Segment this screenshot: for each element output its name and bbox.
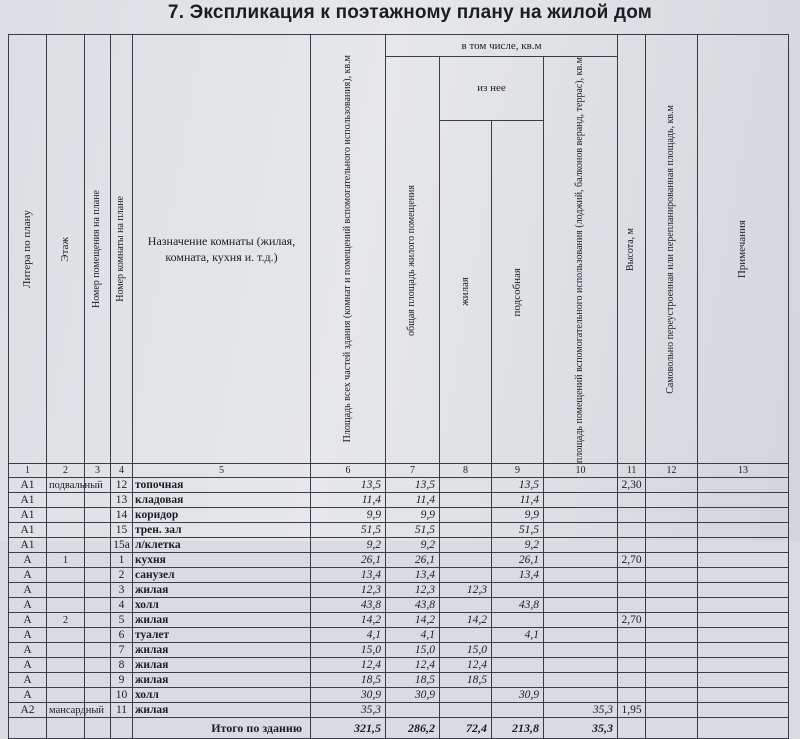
area-all-cell: 13,4 [311,568,386,583]
total-row [9,718,789,739]
explication-table [8,34,789,739]
header-group-including: в том числе, кв.м [386,35,618,57]
premise-cell [85,613,111,628]
room-number-cell: 1 [111,553,133,568]
area-living-premises-cell: 51,5 [386,523,440,538]
table-row [9,703,789,718]
header-cell-12: Самовольно переустроенная или перепланированная площадь, кв.м [646,35,698,464]
header-cell-13: Примечания [698,35,789,464]
notes-cell [698,598,789,613]
room-purpose-cell: коридор [133,508,311,523]
area-living-premises-cell: 12,3 [386,583,440,598]
notes-cell [698,703,789,718]
area-living-premises-cell: 9,2 [386,538,440,553]
area-living-cell [440,688,492,703]
room-number-cell: 6 [111,628,133,643]
unauthorized-area-cell [646,613,698,628]
area-living-premises-cell: 9,9 [386,508,440,523]
floor-cell [47,508,85,523]
room-number-cell: 12 [111,478,133,493]
area-all-cell: 26,1 [311,553,386,568]
unauthorized-area-cell [646,628,698,643]
table-row [9,553,789,568]
height-cell [618,628,646,643]
header-cell-7: общая площадь жилого помещения [386,57,440,464]
area-balconies-cell [544,613,618,628]
room-number-cell: 10 [111,688,133,703]
area-auxiliary-cell: 13,4 [492,568,544,583]
height-cell [618,658,646,673]
floor-cell [47,583,85,598]
area-living-premises-cell: 12,4 [386,658,440,673]
notes-cell [698,583,789,598]
area-auxiliary-cell: 51,5 [492,523,544,538]
room-purpose-cell: кладовая [133,493,311,508]
unauthorized-area-cell [646,703,698,718]
room-number-cell: 5 [111,613,133,628]
notes-cell [698,688,789,703]
height-cell: 2,30 [618,478,646,493]
area-all-cell: 14,2 [311,613,386,628]
room-purpose-cell: холл [133,688,311,703]
area-living-premises-cell: 14,2 [386,613,440,628]
room-purpose-cell: жилая [133,613,311,628]
unauthorized-area-cell [646,523,698,538]
area-living-premises-cell: 18,5 [386,673,440,688]
room-number-cell: 15а [111,538,133,553]
height-cell [618,568,646,583]
floor-cell [47,538,85,553]
area-living-cell [440,478,492,493]
litera-cell: А1 [9,493,47,508]
area-auxiliary-cell: 9,2 [492,538,544,553]
area-auxiliary-cell [492,673,544,688]
table-row [9,508,789,523]
litera-cell: А1 [9,478,47,493]
area-living-cell: 14,2 [440,613,492,628]
room-purpose-cell: жилая [133,658,311,673]
room-number-cell: 3 [111,583,133,598]
unauthorized-area-cell [646,598,698,613]
premise-cell [85,553,111,568]
page-title: 7. Экспликация к поэтажному плану на жилой дом [167,2,653,23]
area-all-cell: 43,8 [311,598,386,613]
table-row [9,643,789,658]
premise-cell [85,538,111,553]
floor-cell: мансардный [47,703,85,718]
litera-cell: А [9,613,47,628]
unauthorized-area-cell [646,478,698,493]
area-living-premises-cell: 13,4 [386,568,440,583]
area-auxiliary-cell [492,583,544,598]
notes-cell [698,553,789,568]
floor-cell [47,643,85,658]
premise-cell [85,643,111,658]
total-area-living-premises: 286,2 [386,718,440,739]
area-all-cell: 12,3 [311,583,386,598]
premise-cell [85,568,111,583]
header-cell-5: Назначение комнаты (жилая, комната, кухня и. т.д.) [133,35,311,464]
unauthorized-area-cell [646,493,698,508]
room-number-cell: 11 [111,703,133,718]
area-auxiliary-cell: 43,8 [492,598,544,613]
premise-cell [85,673,111,688]
area-balconies-cell [544,688,618,703]
area-living-premises-cell [386,703,440,718]
notes-cell [698,613,789,628]
notes-cell [698,568,789,583]
area-all-cell: 9,2 [311,538,386,553]
area-living-cell [440,703,492,718]
table-row [9,673,789,688]
notes-cell [698,523,789,538]
area-living-cell [440,568,492,583]
area-balconies-cell [544,523,618,538]
litera-cell: А [9,583,47,598]
room-number-cell: 7 [111,643,133,658]
area-balconies-cell [544,538,618,553]
header-cell-6: Площадь всех частей здания (комнат и помещений вспомогательного использования), кв.м [311,35,386,464]
table-row [9,523,789,538]
area-balconies-cell [544,478,618,493]
height-cell [618,688,646,703]
height-cell [618,493,646,508]
area-auxiliary-cell: 13,5 [492,478,544,493]
unauthorized-area-cell [646,508,698,523]
room-number-cell: 4 [111,598,133,613]
table-row [9,568,789,583]
litera-cell: А [9,658,47,673]
height-cell: 2,70 [618,613,646,628]
premise-cell [85,628,111,643]
height-cell: 1,95 [618,703,646,718]
area-balconies-cell [544,553,618,568]
room-purpose-cell: трен. зал [133,523,311,538]
unauthorized-area-cell [646,658,698,673]
area-living-cell [440,508,492,523]
floor-cell [47,523,85,538]
area-all-cell: 51,5 [311,523,386,538]
premise-cell [85,688,111,703]
floor-cell [47,493,85,508]
header-cell-9: подсобная [492,120,544,464]
room-number-cell: 2 [111,568,133,583]
area-all-cell: 30,9 [311,688,386,703]
header-cell-10: площадь помещений вспомогательного использования (лоджий, балконов веранд, террас), кв.м [544,57,618,464]
area-auxiliary-cell [492,703,544,718]
notes-cell [698,493,789,508]
area-balconies-cell [544,568,618,583]
height-cell [618,598,646,613]
floor-cell [47,688,85,703]
area-living-premises-cell: 26,1 [386,553,440,568]
header-cell-4: Номер комнаты на плане [111,35,133,464]
area-all-cell: 4,1 [311,628,386,643]
room-purpose-cell: топочная [133,478,311,493]
header-cell-11: Высота, м [618,35,646,464]
room-number-cell: 13 [111,493,133,508]
table-row [9,583,789,598]
height-cell [618,523,646,538]
room-purpose-cell: кухня [133,553,311,568]
floor-cell [47,598,85,613]
floor-cell [47,628,85,643]
area-auxiliary-cell: 26,1 [492,553,544,568]
unauthorized-area-cell [646,673,698,688]
area-balconies-cell [544,583,618,598]
area-living-cell [440,598,492,613]
area-living-premises-cell: 43,8 [386,598,440,613]
litera-cell: А [9,628,47,643]
area-living-premises-cell: 30,9 [386,688,440,703]
unauthorized-area-cell [646,583,698,598]
notes-cell [698,478,789,493]
area-auxiliary-cell: 4,1 [492,628,544,643]
room-purpose-cell: санузел [133,568,311,583]
floor-cell [47,658,85,673]
height-cell [618,643,646,658]
total-area-auxiliary: 213,8 [492,718,544,739]
header-cell-2: Этаж [47,35,85,464]
area-balconies-cell [544,493,618,508]
table-row [9,613,789,628]
floor-cell: подвальный [47,478,85,493]
room-purpose-cell: л/клетка [133,538,311,553]
area-living-premises-cell: 4,1 [386,628,440,643]
premise-cell [85,598,111,613]
room-purpose-cell: жилая [133,643,311,658]
room-number-cell: 15 [111,523,133,538]
notes-cell [698,658,789,673]
notes-cell [698,643,789,658]
area-balconies-cell [544,643,618,658]
area-balconies-cell: 35,3 [544,703,618,718]
area-living-premises-cell: 13,5 [386,478,440,493]
area-balconies-cell [544,658,618,673]
litera-cell: А1 [9,523,47,538]
area-balconies-cell [544,508,618,523]
area-all-cell: 9,9 [311,508,386,523]
header-group-of-it: из нее [440,57,544,121]
room-purpose-cell: холл [133,598,311,613]
header-cell-1: Литера по плану [9,35,47,464]
total-label: Итого по зданию [133,718,311,739]
floor-cell: 1 [47,553,85,568]
floor-cell: 2 [47,613,85,628]
room-purpose-cell: жилая [133,703,311,718]
area-auxiliary-cell: 11,4 [492,493,544,508]
area-balconies-cell [544,598,618,613]
area-auxiliary-cell [492,643,544,658]
area-all-cell: 35,3 [311,703,386,718]
total-area-all: 321,5 [311,718,386,739]
unauthorized-area-cell [646,688,698,703]
total-area-living: 72,4 [440,718,492,739]
unauthorized-area-cell [646,643,698,658]
table-row [9,688,789,703]
notes-cell [698,673,789,688]
premise-cell [85,508,111,523]
litera-cell: А [9,643,47,658]
litera-cell: А1 [9,508,47,523]
notes-cell [698,628,789,643]
premise-cell [85,583,111,598]
table-row [9,628,789,643]
area-living-cell [440,628,492,643]
total-area-balconies: 35,3 [544,718,618,739]
area-auxiliary-cell [492,658,544,673]
room-purpose-cell: туалет [133,628,311,643]
area-auxiliary-cell [492,613,544,628]
premise-cell [85,523,111,538]
area-all-cell: 11,4 [311,493,386,508]
area-all-cell: 12,4 [311,658,386,673]
litera-cell: А [9,598,47,613]
room-number-cell: 8 [111,658,133,673]
unauthorized-area-cell [646,553,698,568]
floor-cell [47,568,85,583]
area-living-cell: 15,0 [440,643,492,658]
table-row [9,478,789,493]
litera-cell: А [9,688,47,703]
litera-cell: А [9,553,47,568]
height-cell [618,538,646,553]
area-living-cell: 12,4 [440,658,492,673]
header-cell-8: жилая [440,120,492,464]
notes-cell [698,508,789,523]
area-living-cell [440,523,492,538]
unauthorized-area-cell [646,538,698,553]
table-row [9,493,789,508]
litera-cell: А [9,673,47,688]
area-living-cell [440,538,492,553]
area-living-cell: 18,5 [440,673,492,688]
area-living-cell: 12,3 [440,583,492,598]
area-living-premises-cell: 15,0 [386,643,440,658]
litera-cell: А2 [9,703,47,718]
height-cell [618,673,646,688]
room-number-cell: 14 [111,508,133,523]
premise-cell [85,658,111,673]
height-cell: 2,70 [618,553,646,568]
table-row [9,658,789,673]
area-auxiliary-cell: 9,9 [492,508,544,523]
area-all-cell: 18,5 [311,673,386,688]
column-number-row: 1 2 3 4 5 6 7 8 9 10 11 12 13 [9,464,789,478]
room-purpose-cell: жилая [133,583,311,598]
header-cell-3: Номер помещения на плане [85,35,111,464]
area-all-cell: 13,5 [311,478,386,493]
table-row [9,538,789,553]
room-purpose-cell: жилая [133,673,311,688]
area-auxiliary-cell: 30,9 [492,688,544,703]
area-all-cell: 15,0 [311,643,386,658]
litera-cell: А1 [9,538,47,553]
area-living-premises-cell: 11,4 [386,493,440,508]
unauthorized-area-cell [646,568,698,583]
table-row [9,598,789,613]
area-living-cell [440,493,492,508]
litera-cell: А [9,568,47,583]
room-number-cell: 9 [111,673,133,688]
height-cell [618,583,646,598]
notes-cell [698,538,789,553]
floor-cell [47,673,85,688]
area-living-cell [440,553,492,568]
premise-cell [85,493,111,508]
height-cell [618,508,646,523]
area-balconies-cell [544,628,618,643]
area-balconies-cell [544,673,618,688]
